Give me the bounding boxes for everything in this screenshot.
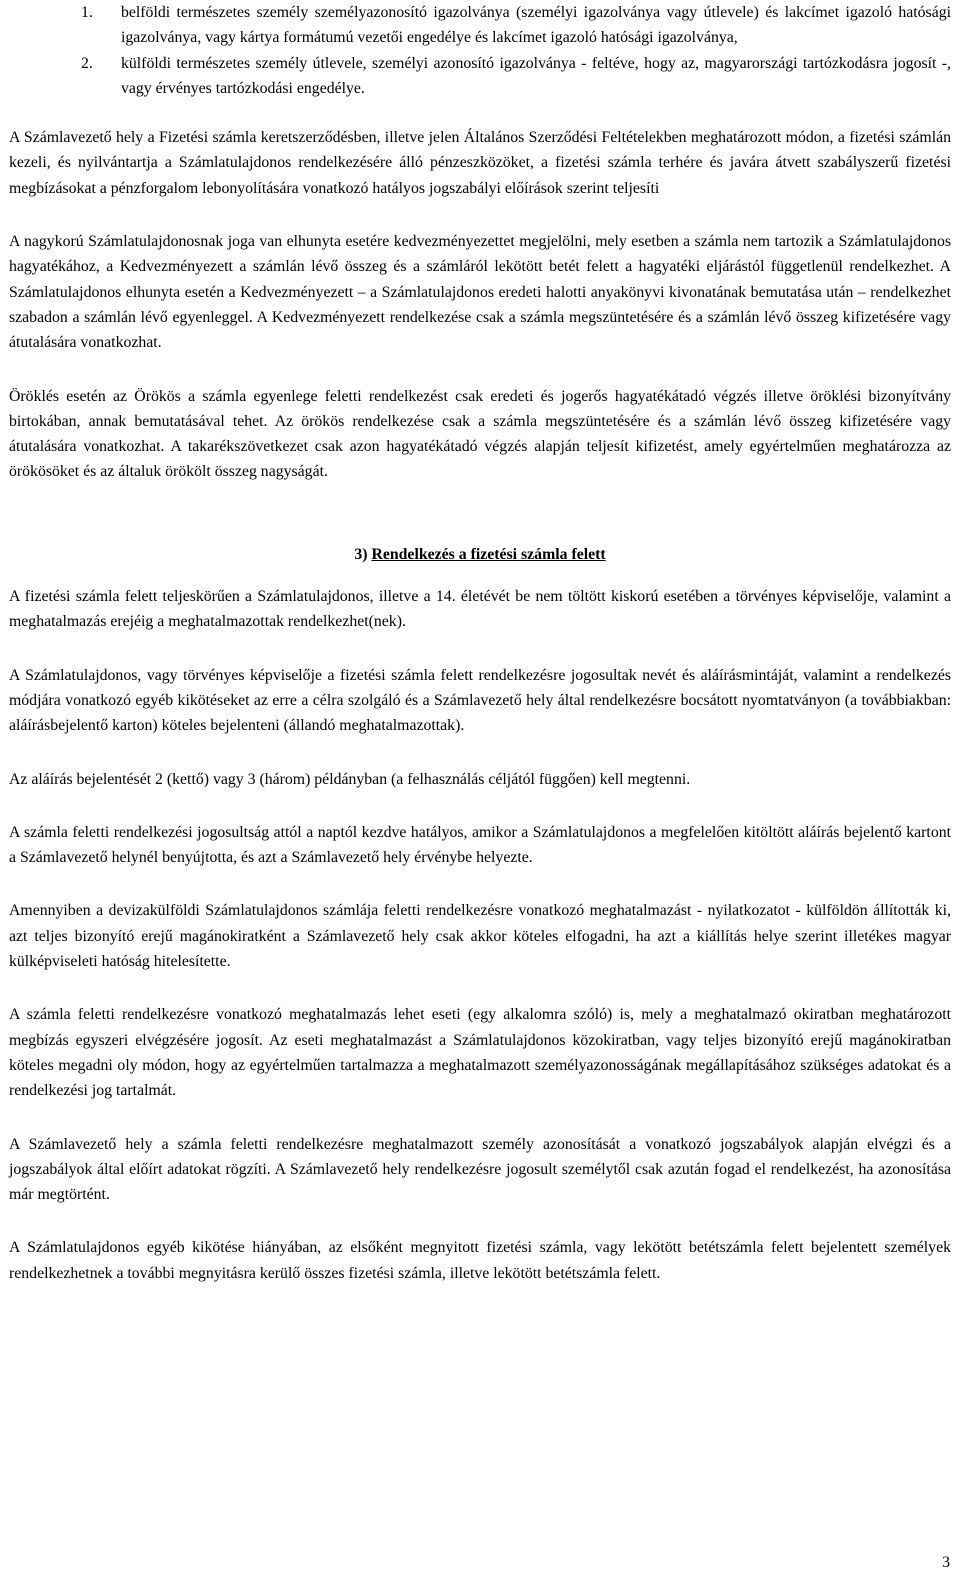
list-item-number: 2. [81,54,93,72]
paragraph: A Számlavezető hely a Fizetési számla keretszerződésben, illetve jelen Általános Szerződési Feltételekben meghatározott módon, a fizetési számlán kezeli, és nyilvántartja a Számlatulajdonos rendelkezésére álló pénzeszközöket, a fizetési számla terhére és javára átvett szabályszerű fizetési megbízásokat a pénzforgalom lebonyolítására vonatkozó hatályos jogszabályi előírások szerint teljesíti [9,129,951,197]
list-item-text: külföldi természetes személy útlevele, személyi azonosító igazolványa - feltéve, hogy az, magyarországi tartózkodásra jogosít -, vagy érvényes tartózkodási engedélye. [121,54,951,97]
list-item [9,0,951,51]
paragraph: A fizetési számla felett teljeskörűen a Számlatulajdonos, illetve a 14. életévét be nem töltött kiskorú esetében a törvényes képviselője, valamint a meghatalmazás erejéig a meghatalmazottak rendelkezhet(nek). [9,588,951,631]
paragraph: A Számlatulajdonos egyéb kikötése hiányában, az elsőként megnyitott fizetési számla, vagy lekötött betétszámla felett bejelentett személyek rendelkezhetnek a további megnyitásra kerülő összes fizetési számla, illetve lekötött betétszámla felett. [9,1239,951,1282]
paragraph: Az aláírás bejelentését 2 (kettő) vagy 3 (három) példányban (a felhasználás céljától függően) kell megtenni. [9,770,691,788]
id-document-list [9,0,951,101]
paragraph: A Számlatulajdonos, vagy törvényes képviselője a fizetési számla felett rendelkezésre jogosultak nevét és aláírásmintáját, valamint a rendelkezés módjára vonatkozó egyéb kikötéseket az erre a célra szolgáló és a Számlavezető hely által rendelkezésre bocsátott nyomtatványon (a továbbiakban: aláírásbejelentő karton) köteles bejelenteni (állandó meghatalmazottak). [9,666,951,735]
paragraph: A Számlavezető hely a számla feletti rendelkezésre meghatalmazott személy azonosítását a vonatkozó jogszabályok alapján elvégzi és a jogszabályok által előírt adatokat rögzíti. A Számlavezető hely rendelkezésre jogosult személytől csak azután fogad el rendelkezést, ha azonosítása már megtörtént. [9,1135,951,1204]
section-title: Rendelkezés a fizetési számla felett [371,545,606,563]
list-item [9,51,951,102]
paragraph: Amennyiben a devizakülföldi Számlatulajdonos számlája feletti rendelkezésre vonatkozó meghatalmazást - nyilatkozatot - külföldön állították ki, azt teljes bizonyító erejű magánokiratként a Számlavezető hely csak akkor köteles elfogadni, ha azt a kiállítás helye szerint illetékes magyar külképviseleti hatóság hitelesítette. [9,902,951,971]
section-heading [9,542,951,567]
paragraph: A nagykorú Számlatulajdonosnak joga van elhunyta esetére kedvezményezettet megjelölni, mely esetben a számla nem tartozik a Számlatulajdonos hagyatékához, a Kedvezményezett a számlán lévő összeg és a számláról lekötött betét felett a hagyatéki eljárástól függetlenül rendelkezhet. A Számlatulajdonos elhunyta esetén a Kedvezményezett – a Számlatulajdonos eredeti halotti anyakönyvi kivonatának bemutatása után – rendelkezhet szabadon a számlán lévő egyenleggel. A Kedvezményezett rendelkezése csak a számla megszüntetésére és a számlán lévő összeg kifizetésére vagy átutalására vonatkozhat. [9,233,951,352]
list-item-number: 1. [81,4,93,21]
paragraph: A számla feletti rendelkezésre vonatkozó meghatalmazás lehet eseti (egy alkalomra szóló) is, mely a meghatalmazó okiratban meghatározott megbízás egyszeri elvégzésére jogosít. Az eseti meghatalmazást a Számlatulajdonos közokiratban, vagy teljes bizonyító erejű magánokiratban köteles megadni oly módon, hogy az egyértelműen tartalmazza a meghatalmazott személyazonosságának megállapításához szükséges adatokat és a rendelkezési jog tartalmát. [9,1006,951,1100]
page-number: 3 [942,1554,950,1571]
section-number: 3) [354,545,368,563]
paragraph: A számla feletti rendelkezési jogosultság attól a naptól kezdve hatályos, amikor a Számlatulajdonos a megfelelően kitöltött aláírás bejelentő kartont a Számlavezető helynél benyújtotta, és azt a Számlavezető hely érvénybe helyezte. [9,823,951,867]
list-item-text: belföldi természetes személy személyazonosító igazolványa (személyi igazolványa vagy útlevele) és lakcímet igazoló hatósági igazolványa, vagy kártya formátumú vezetői engedélye és lakcímet igazoló hatósági igazolványa, [121,4,951,47]
document-page [9,0,951,1286]
paragraph: Öröklés esetén az Örökös a számla egyenlege feletti rendelkezést csak eredeti és jogerős hagyatékátadó végzés illetve öröklési bizonyítvány birtokában, annak bemutatásával tehet. Az örökös rendelkezése csak a számla megszüntetésére és a számlán lévő összeg kifizetésére vagy átutalására vonatkozhat. A takarékszövetkezet csak azon hagyatékátadó végzés alapján teljesít kifizetést, amely egyértelműen meghatározza az örökösöket és az általuk örökölt összeg nagyságát. [9,387,951,481]
